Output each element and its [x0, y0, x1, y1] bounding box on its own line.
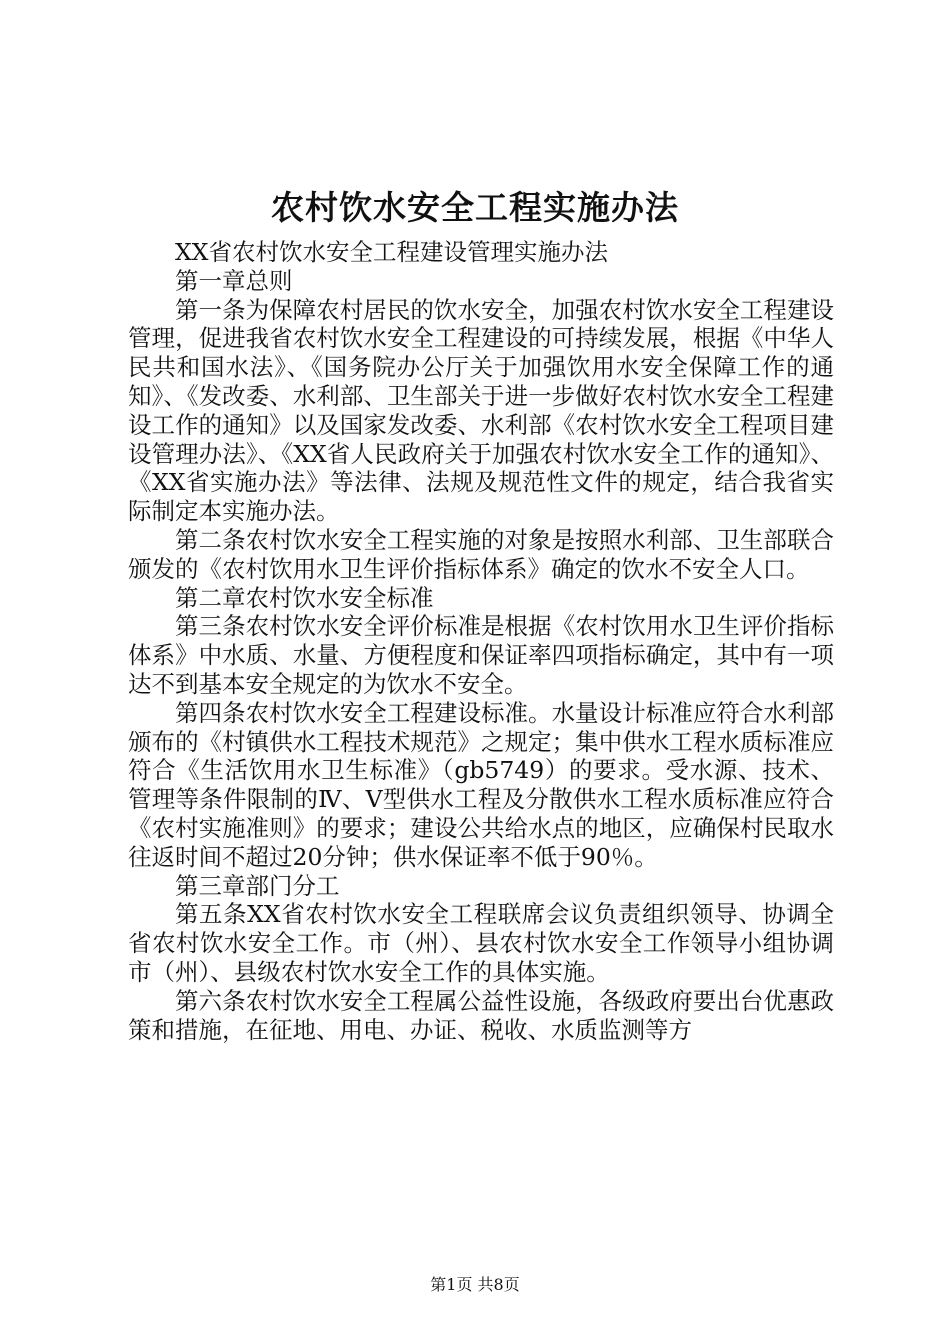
article-paragraph: 第二条农村饮水安全工程实施的对象是按照水利部、卫生部联合颁发的《农村饮用水卫生评价指标体系》确定的饮水不安全人口。	[128, 525, 834, 583]
subtitle-paragraph: XX省农村饮水安全工程建设管理实施办法	[175, 238, 608, 266]
chapter-heading: 第三章部门分工	[175, 871, 340, 900]
chapter-heading: 第二章农村饮水安全标准	[175, 583, 434, 612]
document-title: 农村饮水安全工程实施办法	[271, 188, 679, 227]
article-paragraph: 第五条XX省农村饮水安全工程联席会议负责组织领导、协调全省农村饮水安全工作。市（州）、县农村饮水安全工作领导小组协调市（州）、县级农村饮水安全工作的具体实施。	[128, 900, 834, 986]
article-paragraph: 第一条为保障农村居民的饮水安全，加强农村饮水安全工程建设管理，促进我省农村饮水安全工程建设的可持续发展，根据《中华人民共和国水法》、《国务院办公厅关于加强饮用水安全保障工作的通知》、《发改委、水利部、卫生部关于进一步做好农村饮水安全工程建设工作的通知》以及国家发改委、水利部《农村饮水安全工程项目建设管理办法》、《XX省人民政府关于加强农村饮水安全工作的通知》、《XX省实施办法》等法律、法规及规范性文件的规定，结合我省实际制定本实施办法。	[128, 295, 834, 526]
article-paragraph: 第三条农村饮水安全评价标准是根据《农村饮用水卫生评价指标体系》中水质、水量、方便程度和保证率四项指标确定，其中有一项达不到基本安全规定的为饮水不安全。	[128, 612, 834, 698]
page-footer: 第1页 共8页	[430, 1275, 520, 1294]
article-paragraph: 第四条农村饮水安全工程建设标准。水量设计标准应符合水利部颁布的《村镇供水工程技术规范》之规定；集中供水工程水质标准应符合《生活饮用水卫生标准》（gb5749）的要求。受水源、技术、管理等条件限制的Ⅳ、Ⅴ型供水工程及分散供水工程水质标准应符合《农村实施准则》的要求；建设公共给水点的地区，应确保村民取水往返时间不超过20分钟；供水保证率不低于90％。	[128, 698, 834, 871]
document-body	[128, 238, 834, 1044]
chapter-heading: 第一章总则	[175, 266, 293, 295]
article-paragraph: 第六条农村饮水安全工程属公益性设施，各级政府要出台优惠政策和措施，在征地、用电、办证、税收、水质监测等方	[128, 986, 834, 1044]
